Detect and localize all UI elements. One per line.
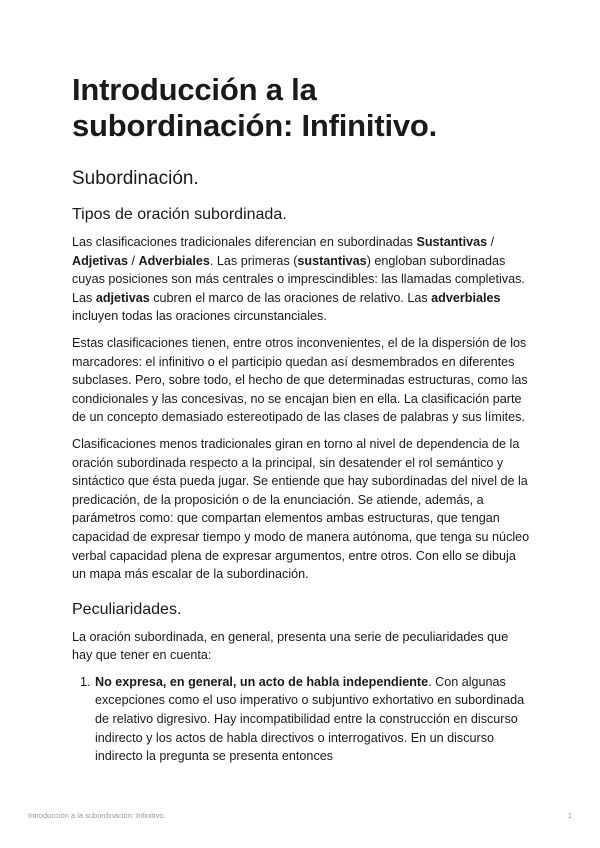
paragraph-clasificaciones: Las clasificaciones tradicionales diferencian en subordinadas Sustantivas / Adjetivas / Adverbiales. Las primeras (sustantivas) engloban subordinadas cuyas posiciones son más centrales o imprescindibles: las llamadas completivas. Las adjetivas cubren el marco de las oraciones de relativo. Las adverbiales incluyen todas las oraciones circunstanciales.	[72, 235, 525, 324]
paragraph-clasificaciones-menos-tradicionales: Clasificaciones menos tradicionales giran en torno al nivel de dependencia de la oración subordinada respecto a la principal, sin desatender el rol semántico y sintáctico que ésta pueda jugar. Se entiende que hay subordinadas del nivel de la predicación, de la proposición o de la enunciación. Se atiende, además, a parámetros como: que compartan elementos ambas estructuras, que tengan capacidad de expresar tiempo y modo de manera autónoma, que tenga su núcleo verbal capacidad plena de expresar argumentos, entre otros. Con ello se dibuja un mapa más escalar de la subordinación.	[72, 436, 530, 582]
document-title	[72, 72, 530, 144]
subsection-heading-tipos: Tipos de oración subordinada.	[72, 206, 287, 223]
paragraph-inconvenientes: Estas clasificaciones tienen, entre otros inconvenientes, el de la dispersión de los marcadores: el infinitivo o el participio quedan así desmembrados en diferentes subclases. Pero, sobre todo, el hecho de que determinadas estructuras, como las condicionales y las concesivas, no se encajan bien en ella. La clasificación parte de un concepto demasiado estereotipado de las clases de palabras y sus límites.	[72, 335, 528, 425]
peculiaridades-list	[72, 673, 530, 766]
title-line-1: Introducción a la	[72, 72, 317, 107]
section-heading: Subordinación.	[72, 168, 199, 189]
page-footer	[28, 811, 572, 820]
paragraph-peculiaridades-intro: La oración subordinada, en general, presenta una serie de peculiaridades que hay que tener en cuenta:	[72, 629, 509, 663]
page-number: 1	[567, 811, 572, 820]
subsection-heading-peculiaridades: Peculiaridades.	[72, 600, 182, 618]
footer-title: Introducción a la subordinación: Infinitivo.	[28, 811, 166, 820]
title-line-2: subordinación: Infinitivo.	[72, 108, 438, 143]
list-item: 1. No expresa, en general, un acto de habla independiente. Con algunas excepciones como el uso imperativo o subjuntivo exhortativo en subordinada de relativo digresivo. Hay incompatibilidad entre la construcción en discurso indirecto y los actos de habla directivos o interrogativos. En un discurso indirecto la pregunta se presenta entonces	[94, 673, 530, 766]
document-page	[72, 72, 530, 766]
